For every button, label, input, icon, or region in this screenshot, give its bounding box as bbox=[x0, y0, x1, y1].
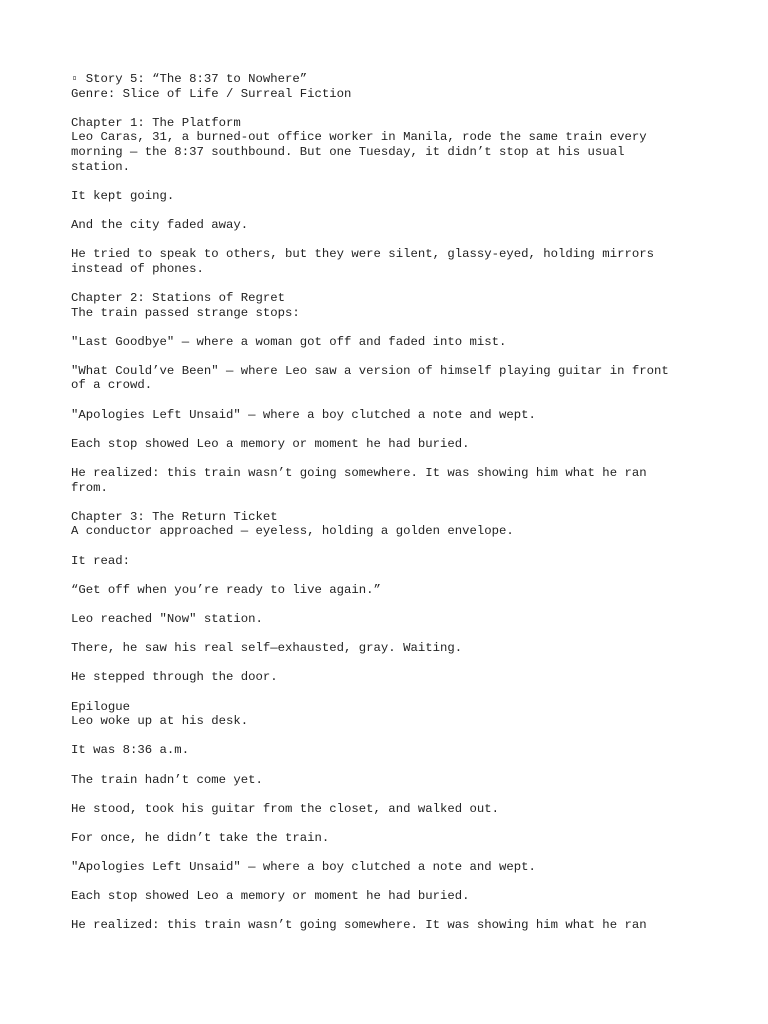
paragraph bbox=[71, 218, 731, 233]
text-line: of a crowd. bbox=[71, 378, 153, 393]
text-line: "Last Goodbye" — where a woman got off and faded into mist. bbox=[71, 334, 507, 349]
text-line: Chapter 2: Stations of Regret bbox=[71, 290, 286, 305]
paragraph bbox=[71, 364, 731, 393]
text-line: And the city faded away. bbox=[71, 217, 249, 232]
text-line: from. bbox=[71, 480, 108, 495]
paragraph bbox=[71, 831, 731, 846]
text-line: station. bbox=[71, 159, 131, 174]
text-line: Epilogue bbox=[71, 699, 131, 714]
text-line: Each stop showed Leo a memory or moment he had buried. bbox=[71, 436, 470, 451]
text-line: Each stop showed Leo a memory or moment he had buried. bbox=[71, 889, 470, 904]
text-line: A conductor approached — eyeless, holding a golden envelope. bbox=[71, 524, 514, 539]
paragraph bbox=[71, 641, 731, 656]
text-line: The train hadn’t come yet. bbox=[71, 772, 263, 787]
paragraph bbox=[71, 743, 731, 758]
text-line: Chapter 3: The Return Ticket bbox=[71, 509, 278, 524]
paragraph bbox=[71, 918, 731, 933]
paragraph bbox=[71, 554, 731, 569]
paragraph bbox=[71, 583, 731, 598]
text-line: ▫ Story 5: “The 8:37 to Nowhere” bbox=[71, 72, 308, 86]
text-line: Leo reached "Now" station. bbox=[71, 611, 263, 626]
paragraph bbox=[71, 466, 731, 495]
text-line: He stood, took his guitar from the closet, and walked out. bbox=[71, 801, 500, 816]
paragraph bbox=[71, 247, 731, 276]
paragraph bbox=[71, 335, 731, 350]
text-line: He tried to speak to others, but they were silent, glassy-eyed, holding mirrors bbox=[71, 247, 654, 262]
text-line: morning — the 8:37 southbound. But one Tuesday, it didn’t stop at his usual bbox=[71, 144, 625, 159]
text-line: "Apologies Left Unsaid" — where a boy clutched a note and wept. bbox=[71, 860, 536, 875]
text-line: He realized: this train wasn’t going somewhere. It was showing him what he ran bbox=[71, 466, 647, 481]
paragraph bbox=[71, 510, 731, 539]
text-line: For once, he didn’t take the train. bbox=[71, 830, 330, 845]
paragraph bbox=[71, 72, 731, 101]
text-line: "Apologies Left Unsaid" — where a boy clutched a note and wept. bbox=[71, 407, 536, 422]
text-line: instead of phones. bbox=[71, 261, 204, 276]
paragraph bbox=[71, 700, 731, 729]
text-line: “Get off when you’re ready to live again.” bbox=[71, 582, 381, 597]
text-line: "What Could’ve Been" — where Leo saw a version of himself playing guitar in front bbox=[71, 363, 669, 378]
text-line: Genre: Slice of Life / Surreal Fiction bbox=[71, 86, 352, 101]
paragraph bbox=[71, 189, 731, 204]
paragraph bbox=[71, 860, 731, 875]
text-line: It kept going. bbox=[71, 188, 175, 203]
paragraph bbox=[71, 612, 731, 627]
text-line: He realized: this train wasn’t going somewhere. It was showing him what he ran bbox=[71, 918, 647, 933]
text-line: He stepped through the door. bbox=[71, 670, 278, 685]
text-line: It read: bbox=[71, 553, 131, 568]
text-line: The train passed strange stops: bbox=[71, 305, 300, 320]
paragraph bbox=[71, 802, 731, 817]
paragraph bbox=[71, 889, 731, 904]
paragraph bbox=[71, 291, 731, 320]
text-line: There, he saw his real self—exhausted, gray. Waiting. bbox=[71, 641, 463, 656]
paragraph bbox=[71, 773, 731, 788]
paragraph bbox=[71, 116, 731, 174]
paragraph bbox=[71, 670, 731, 685]
paragraph bbox=[71, 437, 731, 452]
text-line: It was 8:36 a.m. bbox=[71, 743, 190, 758]
text-line: Leo woke up at his desk. bbox=[71, 714, 249, 729]
document-page bbox=[71, 72, 731, 948]
text-line: Leo Caras, 31, a burned-out office worker in Manila, rode the same train every bbox=[71, 130, 647, 145]
text-line: Chapter 1: The Platform bbox=[71, 115, 241, 130]
paragraph bbox=[71, 408, 731, 423]
